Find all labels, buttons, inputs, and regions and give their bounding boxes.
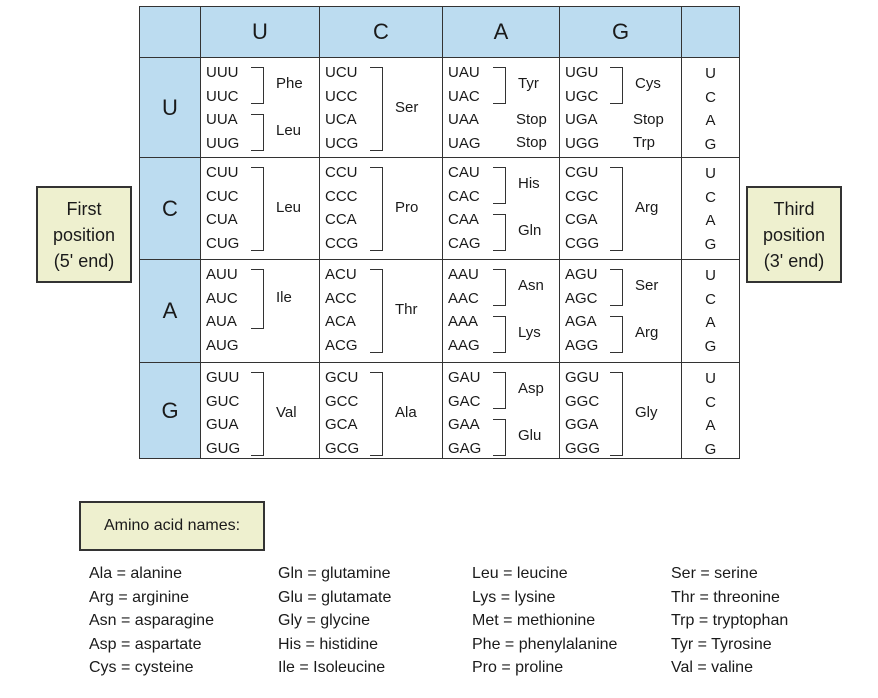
codon-block <box>201 260 320 363</box>
amino-acid-label: Arg <box>635 324 659 342</box>
first-position-label-line3: (5' end) <box>53 250 115 271</box>
codon-group-bracket <box>370 269 383 353</box>
third-position-column <box>682 260 739 363</box>
amino-acid-label: Stop <box>516 110 547 128</box>
codon: UAC <box>448 87 480 105</box>
legend-entry: Ala = alanine <box>89 565 182 582</box>
amino-acid-label: Cys <box>635 75 661 93</box>
third-position-base: G <box>704 440 717 458</box>
codon: GAC <box>448 392 481 410</box>
codon-group-bracket <box>251 167 264 251</box>
codon: UUU <box>206 64 239 81</box>
codon: AUG <box>206 336 239 354</box>
legend-entry: Ser = serine <box>671 565 758 582</box>
third-position-base: G <box>704 337 717 355</box>
codon: UGA <box>565 111 598 128</box>
amino-acid-label: Leu <box>276 198 302 216</box>
legend-entry: Gln = glutamine <box>278 565 391 582</box>
codon: CAG <box>448 234 481 252</box>
legend-entry: Tyr = Tyrosine <box>671 635 772 653</box>
legend-entry: Leu = leucine <box>472 565 568 582</box>
third-position-base: A <box>705 212 716 229</box>
amino-acid-label: Asn <box>518 277 544 295</box>
first-position-label-line2: position <box>52 224 116 245</box>
legend-entry: His = histidine <box>278 635 379 653</box>
codon: CGA <box>565 211 598 228</box>
codon-group-bracket <box>493 269 506 306</box>
amino-acid-label: Pro <box>395 198 419 216</box>
legend-entry: Asn = asparagine <box>89 612 214 629</box>
third-position-base: C <box>705 290 716 308</box>
codon: GAA <box>448 416 480 433</box>
third-position-base: C <box>705 188 716 206</box>
third-position-base: U <box>705 370 716 387</box>
codon-block <box>201 58 320 158</box>
codon: GGU <box>565 369 600 386</box>
corner-cell <box>140 7 201 58</box>
codon-group-bracket <box>493 167 506 204</box>
codon: CCA <box>325 211 357 228</box>
codon: CGU <box>565 164 599 181</box>
codon: GUA <box>206 416 239 433</box>
third-position-base: G <box>704 235 717 253</box>
codon-group-bracket <box>251 67 264 104</box>
third-position-label <box>746 186 842 283</box>
codon: UUA <box>206 111 238 128</box>
codon: GAU <box>448 369 481 386</box>
first-position-label <box>36 186 132 283</box>
third-position-base: U <box>705 165 716 182</box>
second-position-header-c: C <box>320 7 443 58</box>
codon-block <box>443 363 560 458</box>
codon: GCU <box>325 369 359 386</box>
amino-acid-label: Glu <box>518 427 542 445</box>
codon-group-bracket <box>493 67 506 104</box>
amino-acid-label: Val <box>276 403 297 421</box>
codon-block <box>443 260 560 363</box>
codon-group-bracket <box>370 372 383 456</box>
codon-block <box>560 58 682 158</box>
amino-acid-label: Trp <box>633 134 655 151</box>
legend-entry: Gly = glycine <box>278 612 371 629</box>
amino-acid-label: His <box>518 175 540 193</box>
codon-group-bracket <box>493 316 506 353</box>
codon-group-bracket <box>610 269 623 306</box>
third-position-base: U <box>705 65 716 82</box>
legend-title-box <box>79 501 265 551</box>
amino-acid-label: Arg <box>635 198 659 216</box>
first-position-label-line1: First <box>66 198 102 219</box>
codon: GGC <box>565 392 600 410</box>
codon: ACC <box>325 289 357 307</box>
codon-group-bracket <box>610 372 623 456</box>
third-position-label-line3: (3' end) <box>763 250 825 271</box>
codon: GUG <box>206 439 241 457</box>
second-position-header-g: G <box>560 7 682 58</box>
codon: UAA <box>448 111 479 128</box>
codon: CAU <box>448 164 480 181</box>
third-position-base: C <box>705 393 716 411</box>
codon: AGA <box>565 313 597 330</box>
legend-entry: Val = valine <box>671 659 753 676</box>
amino-acid-label: Asp <box>518 380 544 398</box>
first-position-u: U <box>140 58 201 158</box>
third-position-base: A <box>705 417 716 434</box>
codon: GCC <box>325 392 359 410</box>
codon: CCC <box>325 187 358 205</box>
first-position-a: A <box>140 260 201 363</box>
codon: CUG <box>206 234 240 252</box>
codon-group-bracket <box>610 67 623 104</box>
codon: AUC <box>206 289 238 307</box>
codon-group-bracket <box>610 167 623 251</box>
codon: CUC <box>206 187 239 205</box>
codon-block <box>320 158 443 260</box>
codon: UAU <box>448 64 480 81</box>
codon: UGG <box>565 134 600 152</box>
codon: CAA <box>448 211 479 228</box>
amino-acid-label: Gly <box>635 403 658 421</box>
codon: CUA <box>206 211 238 228</box>
codon: GGA <box>565 416 599 433</box>
third-position-base: U <box>705 267 716 284</box>
codon: GCA <box>325 416 358 433</box>
codon: ACA <box>325 313 356 330</box>
legend-entry: Trp = tryptophan <box>671 612 789 629</box>
codon: UCU <box>325 64 358 81</box>
second-position-header-u: U <box>201 7 320 58</box>
codon-group-bracket <box>493 372 506 409</box>
amino-acid-label: Stop <box>633 110 664 128</box>
codon: CAC <box>448 187 480 205</box>
amino-acid-label: Ile <box>276 289 292 306</box>
amino-acid-label: Ala <box>395 403 417 421</box>
third-position-column <box>682 58 739 158</box>
third-position-label-line2: position <box>762 224 826 245</box>
codon: AUU <box>206 266 238 283</box>
codon: CCU <box>325 164 358 181</box>
codon-block <box>560 363 682 458</box>
codon-block <box>320 260 443 363</box>
codon: GAG <box>448 439 482 457</box>
codon: AGC <box>565 289 598 307</box>
amino-acid-label: Phe <box>276 75 303 93</box>
legend-entry: Ile = Isoleucine <box>278 659 386 676</box>
legend-entry: Pro = proline <box>472 659 564 676</box>
codon-block <box>201 363 320 458</box>
legend-entry: Lys = lysine <box>472 588 556 606</box>
codon: GGG <box>565 439 601 457</box>
codon: AAA <box>448 313 479 330</box>
amino-acid-label: Thr <box>395 300 418 318</box>
codon: UCG <box>325 134 359 152</box>
legend-entry: Thr = threonine <box>671 588 780 606</box>
codon: UUG <box>206 134 240 152</box>
legend-entry: Arg = arginine <box>89 588 190 606</box>
codon-group-bracket <box>251 372 264 456</box>
amino-acid-label: Stop <box>516 134 547 151</box>
legend-title: Amino acid names: <box>103 517 241 534</box>
codon-group-bracket <box>493 214 506 251</box>
codon: CGC <box>565 187 599 205</box>
amino-acid-label: Tyr <box>518 75 539 93</box>
codon-group-bracket <box>493 419 506 456</box>
codon: CUU <box>206 164 239 181</box>
codon: AUA <box>206 313 237 330</box>
amino-acid-label: Lys <box>518 324 541 342</box>
codon: CGG <box>565 234 600 252</box>
second-position-header-a: A <box>443 7 560 58</box>
amino-acid-label: Ser <box>395 98 419 116</box>
codon-table <box>139 6 740 459</box>
codon-group-bracket <box>251 114 264 151</box>
codon-block <box>560 158 682 260</box>
third-position-base: A <box>705 112 716 129</box>
codon-group-bracket <box>251 269 264 329</box>
codon-group-bracket <box>370 167 383 251</box>
codon: AGG <box>565 336 599 354</box>
codon: UCC <box>325 87 358 105</box>
codon-group-bracket <box>370 67 383 151</box>
codon: GUU <box>206 369 240 386</box>
codon: UCA <box>325 111 357 128</box>
codon: UAG <box>448 134 481 152</box>
third-position-header-blank <box>682 7 739 58</box>
amino-acid-label: Gln <box>518 222 542 240</box>
legend-entry: Phe = phenylalanine <box>472 635 618 653</box>
legend-entry: Asp = aspartate <box>89 635 202 653</box>
codon: AAU <box>448 266 479 283</box>
codon-block <box>443 158 560 260</box>
codon: UGU <box>565 64 599 81</box>
first-position-c: C <box>140 158 201 260</box>
codon-block <box>443 58 560 158</box>
third-position-base: A <box>705 314 716 331</box>
codon: AGU <box>565 266 598 283</box>
first-position-g: G <box>140 363 201 458</box>
legend-entry: Met = methionine <box>472 612 596 629</box>
amino-acid-label: Leu <box>276 122 302 140</box>
codon-block <box>320 363 443 458</box>
codon-group-bracket <box>610 316 623 353</box>
codon-block <box>320 58 443 158</box>
third-position-base: C <box>705 88 716 106</box>
codon: CCG <box>325 234 359 252</box>
codon-block <box>560 260 682 363</box>
codon: AAG <box>448 336 480 354</box>
codon: ACG <box>325 336 358 354</box>
codon-block <box>201 158 320 260</box>
third-position-column <box>682 158 739 260</box>
third-position-label-line1: Third <box>773 198 815 219</box>
third-position-column <box>682 363 739 458</box>
legend-entry: Cys = cysteine <box>89 659 194 676</box>
codon: GCG <box>325 439 360 457</box>
codon: AAC <box>448 289 479 307</box>
legend-entry: Glu = glutamate <box>278 588 392 606</box>
codon: UGC <box>565 87 599 105</box>
codon: ACU <box>325 266 357 283</box>
codon: GUC <box>206 392 240 410</box>
third-position-base: G <box>704 135 717 153</box>
amino-acid-label: Ser <box>635 277 659 295</box>
codon: UUC <box>206 87 239 105</box>
